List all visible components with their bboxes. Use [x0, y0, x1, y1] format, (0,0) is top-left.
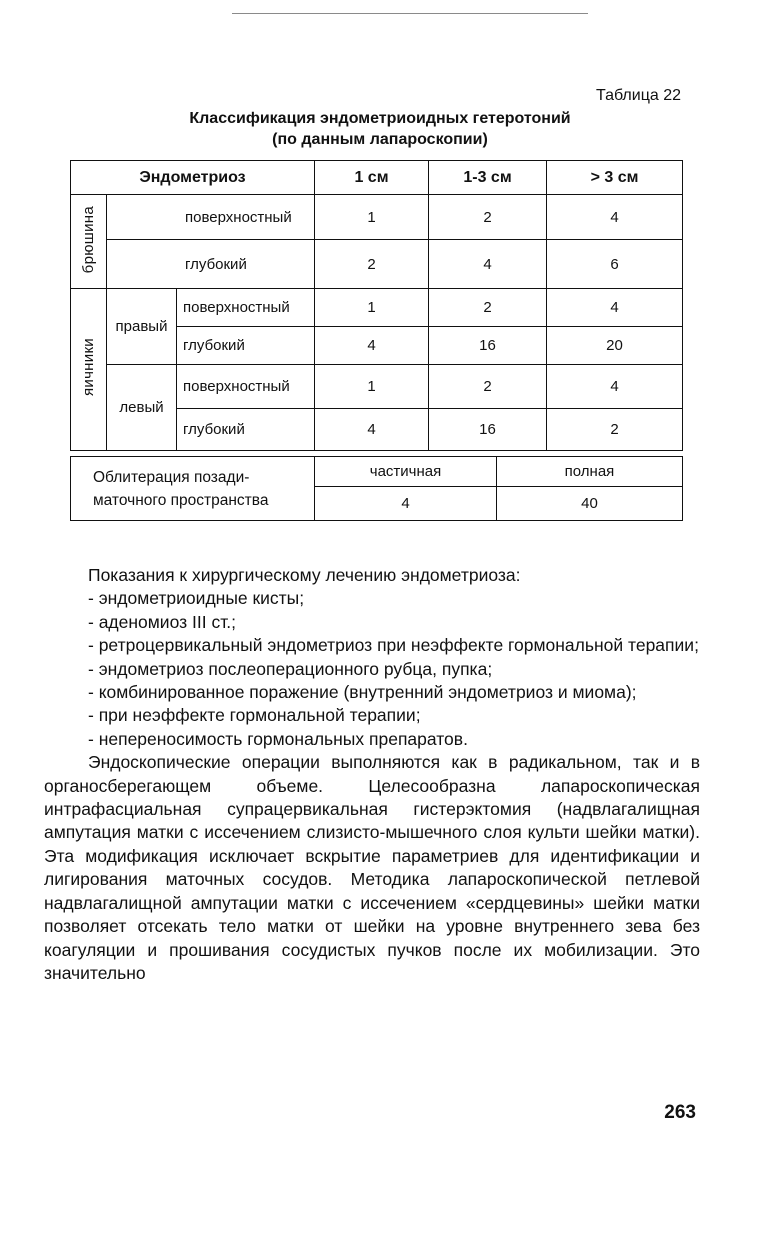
table-header-row	[71, 161, 683, 195]
left-ovary-label: левый	[107, 365, 177, 451]
table-cell: 2	[547, 409, 683, 451]
table-cell: 4	[547, 365, 683, 409]
row-type-label: поверхностный	[107, 195, 315, 240]
row-type-label: глубокий	[107, 240, 315, 289]
indication-item: - эндометриоидные кисты;	[88, 588, 305, 609]
indication-item: - при неэффекте гормональной терапии;	[88, 705, 421, 726]
table-cell: 4	[315, 409, 429, 451]
table-cell: 16	[429, 409, 547, 451]
table-row	[71, 240, 683, 289]
row-type-label: глубокий	[177, 409, 315, 451]
obliteration-row	[71, 457, 683, 487]
table-cell: 2	[315, 240, 429, 289]
table-cell: 2	[429, 195, 547, 240]
table-title	[100, 108, 660, 150]
indication-item: - ретроцервикальный эндометриоз при неэффекте гормональной терапии;	[88, 635, 699, 656]
obliteration-partial-label: частичная	[315, 457, 497, 487]
row-type-label: поверхностный	[177, 365, 315, 409]
table-cell: 1	[315, 289, 429, 327]
indication-item: - непереносимость гормональных препаратов.	[88, 728, 468, 749]
table-cell: 16	[429, 327, 547, 365]
table-cell: 4	[547, 289, 683, 327]
table-cell: 2	[429, 289, 547, 327]
indication-item: - аденомиоз III ст.;	[88, 611, 236, 632]
table-row	[71, 289, 683, 327]
obliteration-label-line2: маточного пространства	[93, 491, 269, 509]
header-1-3cm: 1-3 см	[429, 161, 547, 195]
indication-item: - комбинированное поражение (внутренний эндометриоз и миома);	[88, 682, 637, 703]
obliteration-label	[71, 457, 315, 521]
header-gt3cm: > 3 см	[547, 161, 683, 195]
table-title-line2: (по данным лапароскопии)	[272, 131, 488, 148]
ovaries-group-cell	[71, 289, 107, 451]
ovaries-label: яичники	[80, 338, 97, 397]
peritoneum-group-cell	[71, 195, 107, 289]
table-number: Таблица 22	[596, 87, 681, 104]
page-number: 263	[664, 1102, 696, 1123]
indications-title: Показания к хирургическому лечению эндометриоза:	[88, 565, 521, 585]
header-endometriosis: Эндометриоз	[71, 161, 315, 195]
row-type-label: поверхностный	[177, 289, 315, 327]
table-cell: 4	[315, 327, 429, 365]
obliteration-full-label: полная	[497, 457, 683, 487]
header-1cm: 1 см	[315, 161, 429, 195]
table-cell: 1	[315, 365, 429, 409]
table-row	[71, 365, 683, 409]
table-cell: 4	[547, 195, 683, 240]
indication-item: - эндометриоз послеоперационного рубца, пупка;	[88, 658, 493, 679]
peritoneum-label: брюшина	[80, 205, 97, 274]
body-text	[44, 564, 700, 985]
right-ovary-label: правый	[107, 289, 177, 365]
table-cell: 2	[429, 365, 547, 409]
table-cell: 4	[429, 240, 547, 289]
obliteration-full-value: 40	[497, 487, 683, 521]
row-type-label: глубокий	[177, 327, 315, 365]
obliteration-table	[70, 456, 683, 521]
table-title-line1: Классификация эндометриоидных гетеротоний	[189, 110, 571, 127]
obliteration-label-line1: Облитерация позади-	[93, 468, 250, 486]
table-cell: 6	[547, 240, 683, 289]
top-rule	[232, 13, 588, 14]
obliteration-partial-value: 4	[315, 487, 497, 521]
table-cell: 20	[547, 327, 683, 365]
table-row	[71, 195, 683, 240]
table-cell: 1	[315, 195, 429, 240]
body-paragraph: Эндоскопические операции выполняются как в радикальном, так и в органосберегающем объеме. Целесообразна лапароскопическая интрафасциальная супрацервикальная гистерэктомия (надвлагалищная ампутация матки с иссечением слизисто-мышечного слоя культи шейки матки). Эта модификация исключает вскрытие параметриев для идентификации и лигирования маточных сосудов. Методика лапароскопической петлевой надвлагалищной ампутации матки с иссечением «сердцевины» шейки матки позволяет отсекать тело матки от шейки на уровне внутреннего зева без коагуляции и прошивания сосудистых пучков после их мобилизации. Это значительно	[44, 752, 700, 983]
classification-table	[70, 160, 683, 451]
